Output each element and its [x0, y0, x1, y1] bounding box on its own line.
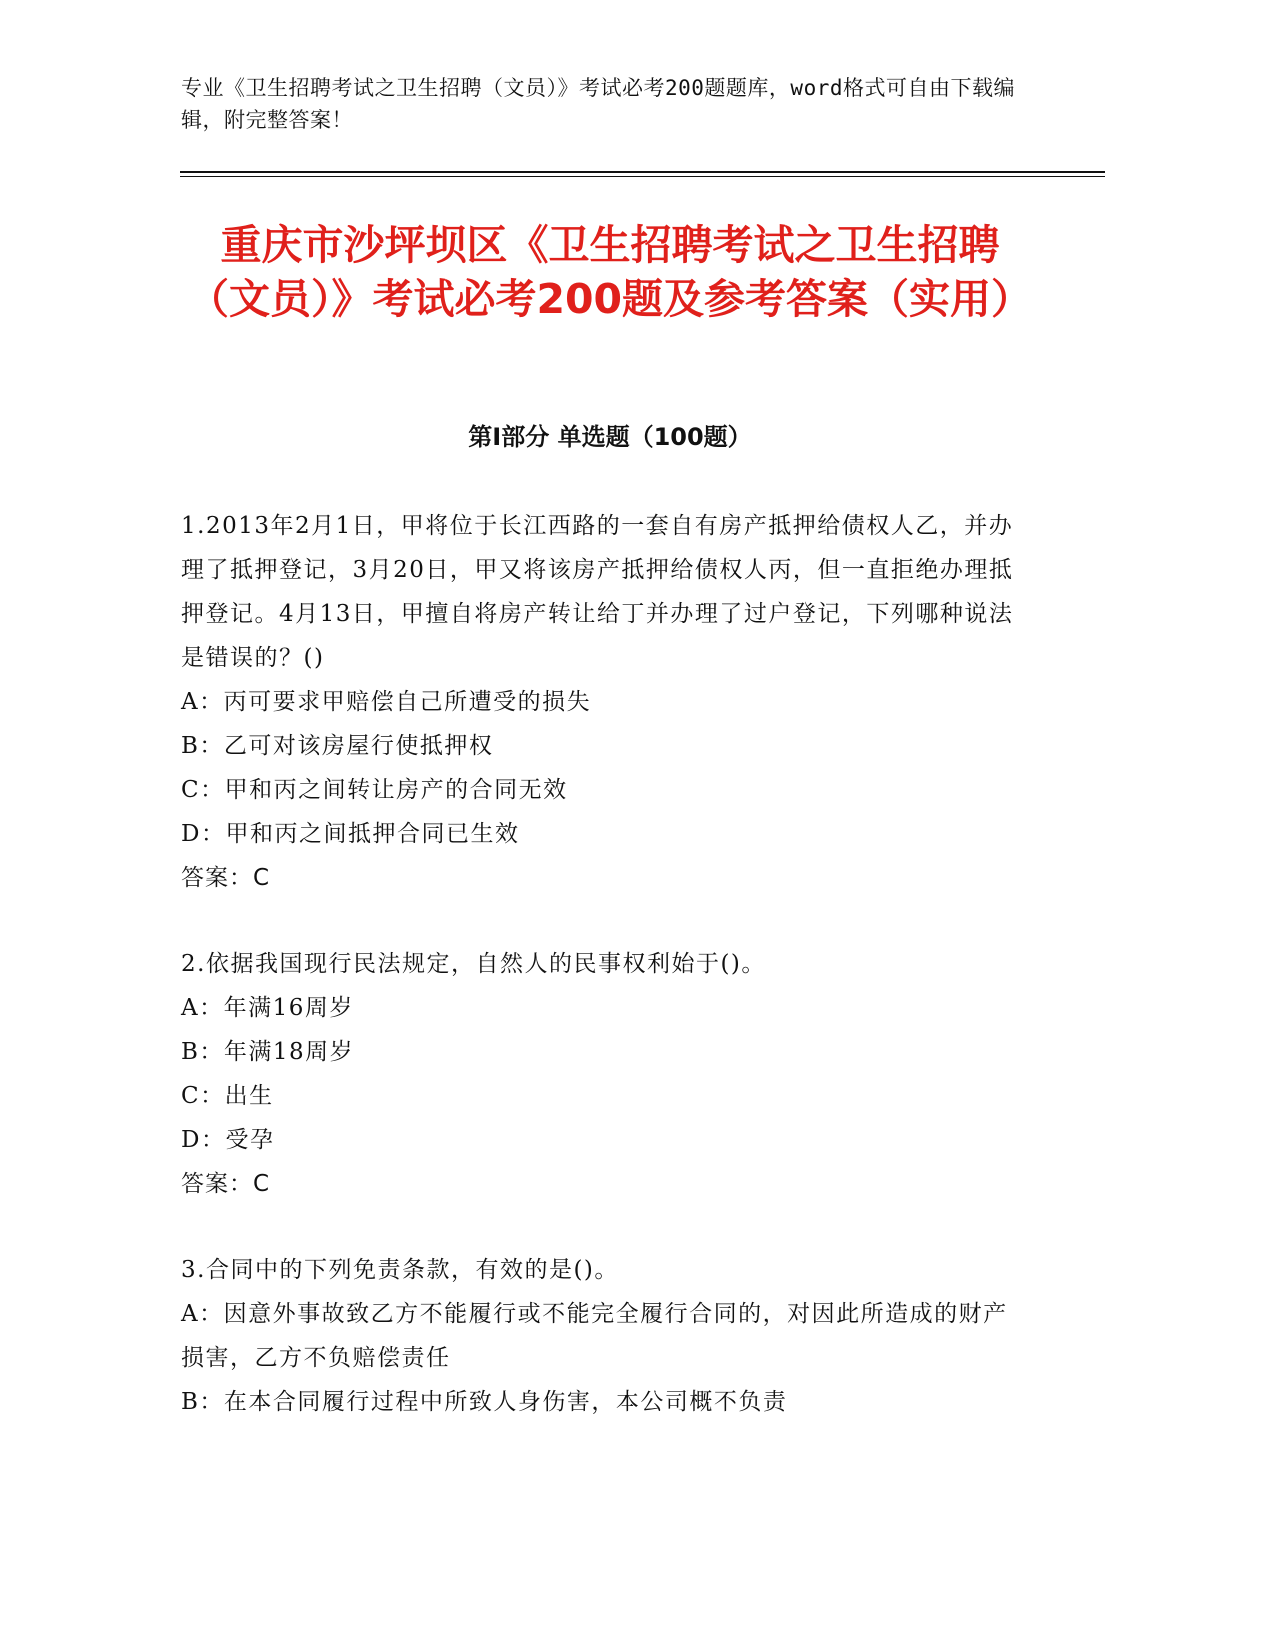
question-1: [181, 504, 1031, 900]
header-divider-thick: [180, 171, 1105, 173]
option-b: B：乙可对该房屋行使抵押权: [181, 733, 494, 759]
question-text: 3.合同中的下列免责条款，有效的是()。: [181, 1257, 619, 1283]
answer-label: 答案：C: [181, 1171, 271, 1197]
option-a: A：年满16周岁: [181, 995, 354, 1021]
option-c: C：甲和丙之间转让房产的合同无效: [181, 777, 568, 803]
option-c: C：出生: [181, 1083, 274, 1109]
answer-label: 答案：C: [181, 865, 271, 891]
question-text: 1.2013年2月1日，甲将位于长江西路的一套自有房产抵押给债权人乙，并办理了抵押登记，3月20日，甲又将该房产抵押给债权人丙，但一直拒绝办理抵押登记。4月13日，甲擅自将房产转让给丁并办理了过户登记，下列哪种说法是错误的？(): [181, 513, 1014, 671]
option-d: D：受孕: [181, 1127, 275, 1153]
option-a: A：丙可要求甲赔偿自己所遭受的损失: [181, 689, 592, 715]
document-title: 重庆市沙坪坝区《卫生招聘考试之卫生招聘（文员）》考试必考200题及参考答案（实用）: [187, 221, 1033, 323]
option-b: B：年满18周岁: [181, 1039, 355, 1065]
option-a: A：因意外事故致乙方不能履行或不能完全履行合同的，对因此所造成的财产损害，乙方不负赔偿责任: [181, 1301, 1008, 1371]
question-text: 2.依据我国现行民法规定，自然人的民事权利始于()。: [181, 951, 766, 977]
header-divider-thin: [180, 176, 1105, 177]
question-2: [181, 942, 1031, 1206]
option-b: B：在本合同履行过程中所致人身伤害，本公司概不负责: [181, 1389, 788, 1415]
header-note: 专业《卫生招聘考试之卫生招聘（文员）》考试必考200题题库，word格式可自由下载编辑，附完整答案！: [181, 76, 1015, 132]
section-title: 第Ⅰ部分 单选题（100题）: [468, 423, 752, 451]
question-list: [181, 504, 1031, 1466]
option-d: D：甲和丙之间抵押合同已生效: [181, 821, 520, 847]
question-3: [181, 1248, 1031, 1424]
